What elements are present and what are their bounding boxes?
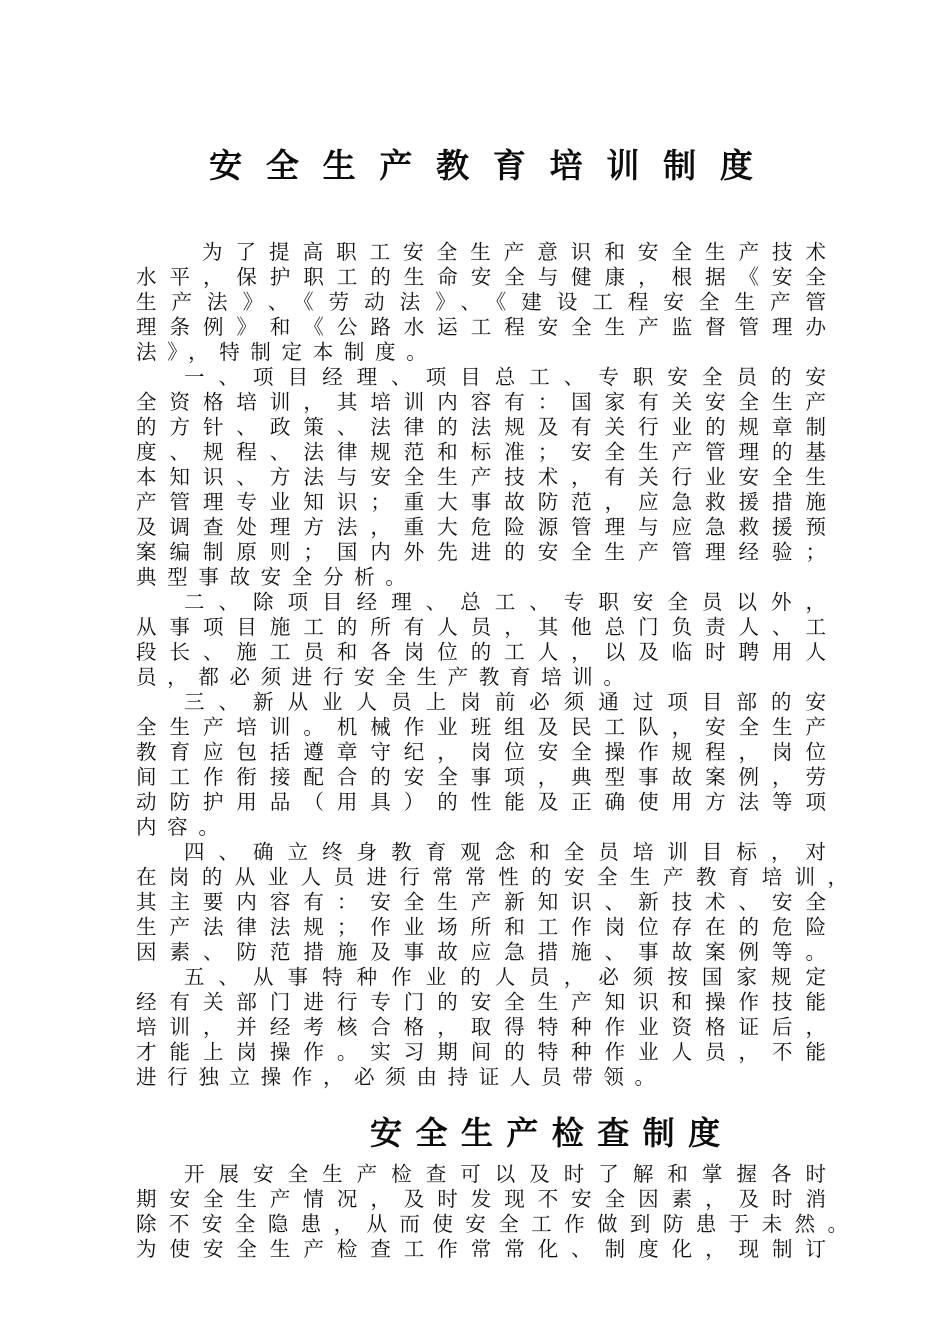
text-line: 在岗的从业人员进行常常性的安全生产教育培训， [136, 865, 848, 889]
text-line: 为使安全生产检查工作常常化、制度化，现制订 [136, 1237, 826, 1261]
text-line: 全生产培训。机械作业班组及民工队，安全生产 [136, 715, 826, 739]
text-line: 开展安全生产检查可以及时了解和掌握各时 [184, 1162, 826, 1186]
text-line: 为了提高职工安全生产意识和安全生产技术 [202, 240, 826, 264]
section-2-body [136, 1162, 848, 1262]
text-line: 除不安全隐患，从而使安全工作做到防患于未然。 [136, 1212, 848, 1236]
text-line: 五、从事特种作业的人员，必须按国家规定 [184, 965, 826, 989]
text-line: 生产法律法规；作业场所和工作岗位存在的危险 [136, 915, 826, 939]
text-line: 间工作衔接配合的安全事项，典型事故案例，劳 [136, 765, 826, 789]
text-line: 一、项目经理、项目总工、专职安全员的安 [184, 365, 826, 389]
text-line: 经有关部门进行专门的安全生产知识和操作技能 [136, 990, 826, 1014]
text-line: 产管理专业知识；重大事故防范，应急救援措施 [136, 490, 826, 514]
text-line: 动防护用品（用具）的性能及正确使用方法等项 [136, 790, 826, 814]
text-line: 生产法》、《劳动法》、《建设工程安全生产管 [136, 290, 826, 314]
text-line: 全资格培训，其培训内容有：国家有关安全生产 [136, 390, 826, 414]
text-line: 培训，并经考核合格，取得特种作业资格证后， [136, 1015, 826, 1039]
text-line: 二、除项目经理、总工、专职安全员以外， [184, 590, 826, 614]
text-line: 法》，特制定本制度。 [136, 340, 438, 364]
text-line: 本知识、方法与安全生产技术，有关行业安全生 [136, 465, 826, 489]
text-line: 因素、防范措施及事故应急措施、事故案例等。 [136, 940, 826, 964]
text-line: 水平，保护职工的生命安全与健康，根据《安全 [136, 265, 826, 289]
section-2-title: 安全生产检查制度 [370, 1114, 734, 1152]
text-line: 案编制原则；国内外先进的安全生产管理经验； [136, 540, 826, 564]
text-line: 段长、施工员和各岗位的工人，以及临时聘用人 [136, 640, 826, 664]
text-line: 典型事故安全分析。 [136, 565, 417, 589]
text-line: 理条例》和《公路水运工程安全生产监督管理办 [136, 315, 826, 339]
text-line: 四、确立终身教育观念和全员培训目标，对 [184, 840, 826, 864]
text-line: 教育应包括遵章守纪，岗位安全操作规程，岗位 [136, 740, 826, 764]
text-line: 度、规程、法律规范和标准；安全生产管理的基 [136, 440, 826, 464]
text-line: 才能上岗操作。实习期间的特种作业人员，不能 [136, 1040, 826, 1064]
text-line: 的方针、政策、法律的法规及有关行业的规章制 [136, 415, 826, 439]
text-line: 内容。 [136, 815, 230, 839]
text-line: 进行独立操作，必须由持证人员带领。 [136, 1065, 666, 1089]
text-line: 员，都必须进行安全生产教育培训。 [136, 665, 635, 689]
text-line: 其主要内容有：安全生产新知识、新技术、安全 [136, 890, 826, 914]
text-line: 及调查处理方法，重大危险源管理与应急救援预 [136, 515, 826, 539]
text-line: 三、新从业人员上岗前必须通过项目部的安 [184, 690, 826, 714]
text-line: 从事项目施工的所有人员，其他总门负责人、工 [136, 615, 826, 639]
text-line: 期安全生产情况，及时发现不安全因素，及时消 [136, 1187, 826, 1211]
document-title: 安全生产教育培训制度 [209, 146, 777, 185]
section-1-body [136, 240, 848, 1090]
